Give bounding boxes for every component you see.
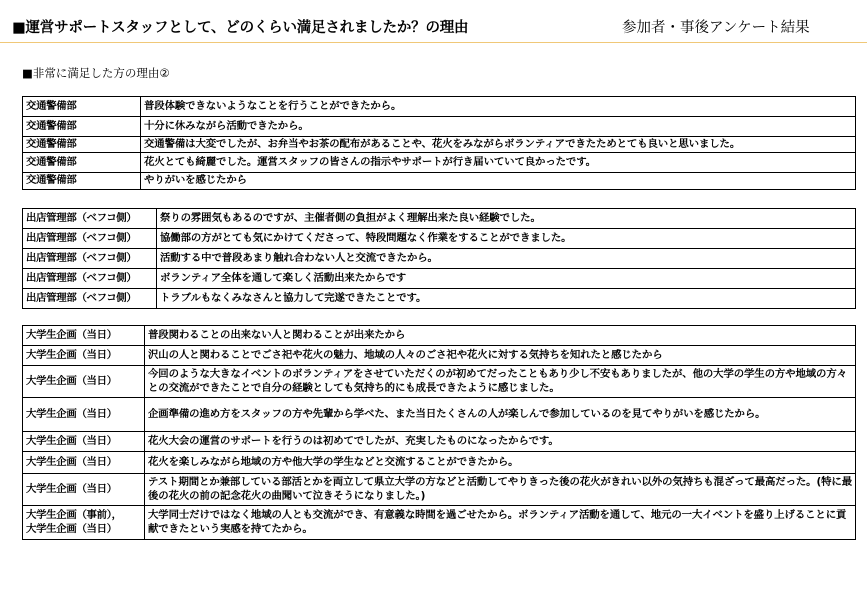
- reasons-table-traffic-security: [22, 96, 856, 190]
- department-cell: 大学生企画（当日）: [23, 366, 145, 398]
- header-divider: [0, 42, 867, 43]
- reason-cell: ボランティア全体を通して楽しく活動出来たからです: [157, 269, 856, 289]
- survey-label: 参加者・事後アンケート結果: [622, 20, 810, 36]
- table-row: [23, 117, 856, 137]
- department-cell: 交通警備部: [23, 153, 141, 173]
- reason-cell: 普段関わることの出来ない人と関わることが出来たから: [145, 326, 856, 346]
- page-header: [0, 0, 867, 44]
- table-row: [23, 452, 856, 474]
- department-cell: 大学生企画（当日）: [23, 398, 145, 432]
- table-row: [23, 269, 856, 289]
- reason-cell: 沢山の人と関わることでごさ祀や花火の魅力、地域の人々のごさ祀や花火に対する気持ちを知れたと感じたから: [145, 346, 856, 366]
- table-row: [23, 326, 856, 346]
- table-row: [23, 229, 856, 249]
- table-row: [23, 474, 856, 506]
- table-row: [23, 97, 856, 117]
- department-cell: 大学生企画（当日）: [23, 474, 145, 506]
- department-cell: 大学生企画（当日）: [23, 346, 145, 366]
- table-row: [23, 432, 856, 452]
- department-cell: 出店管理部（ベフコ側）: [23, 269, 157, 289]
- department-cell: 大学生企画（事前）， 大学生企画（当日）: [23, 506, 145, 540]
- table-row: [23, 173, 856, 189]
- table-row: [23, 506, 856, 540]
- reason-cell: 企画準備の進め方をスタッフの方や先輩から学べた、また当日たくさんの人が楽しんで参加しているのを見てやりがいを感じたから。: [145, 398, 856, 432]
- department-cell: 出店管理部（ベフコ側）: [23, 229, 157, 249]
- table-row: [23, 137, 856, 153]
- department-cell: 大学生企画（当日）: [23, 326, 145, 346]
- page-title: ■運営サポートスタッフとして、どのくらい満足されましたか？の理由: [12, 20, 469, 36]
- department-cell: 交通警備部: [23, 173, 141, 189]
- reason-cell: 活動する中で普段あまり触れ合わない人と交流できたから。: [157, 249, 856, 269]
- reason-cell: 大学同士だけではなく地域の人とも交流ができ、有意義な時間を過ごせたから。ボランティア活動を通して、地元の一大イベントを盛り上げることに貢献できたという実感を持てたから。: [145, 506, 856, 540]
- reason-cell: 協働部の方がとても気にかけてくださって、特段問題なく作業をすることができました。: [157, 229, 856, 249]
- reason-cell: 花火を楽しみながら地域の方や他大学の学生などと交流することができたから。: [145, 452, 856, 474]
- table-row: [23, 346, 856, 366]
- reason-cell: 普段体験できないようなことを行うことができたから。: [141, 97, 856, 117]
- section-subtitle: ■非常に満足した方の理由②: [22, 66, 170, 80]
- reasons-table-student-planning: [22, 325, 856, 540]
- table-row: [23, 289, 856, 309]
- reason-cell: 交通警備は大変でしたが、お弁当やお茶の配布があることや、花火をみながらボランティアできたためとても良いと思いました。: [141, 137, 856, 153]
- table-row: [23, 249, 856, 269]
- department-cell: 出店管理部（ベフコ側）: [23, 249, 157, 269]
- reason-cell: テスト期間とか兼部している部活とかを両立して県立大学の方などと活動してやりきった後の花火がきれい以外の気持ちも混ざって最高だった。(特に最後の花火の前の記念花火の曲聞いて泣きそうになりました。): [145, 474, 856, 506]
- reason-cell: 祭りの雰囲気もあるのですが、主催者側の負担がよく理解出来た良い経験でした。: [157, 209, 856, 229]
- department-cell: 出店管理部（ベフコ側）: [23, 209, 157, 229]
- reason-cell: 今回のような大きなイベントのボランティアをさせていただくのが初めてだったこともあり少し不安もありましたが、他の大学の学生の方や地域の方々との交流ができたことで自分の経験としても気持ち的にも成長できたように感じました。: [145, 366, 856, 398]
- department-cell: 大学生企画（当日）: [23, 452, 145, 474]
- reason-cell: トラブルもなくみなさんと協力して完遂できたことです。: [157, 289, 856, 309]
- table-row: [23, 209, 856, 229]
- department-cell: 交通警備部: [23, 137, 141, 153]
- reason-cell: 十分に休みながら活動できたから。: [141, 117, 856, 137]
- reason-cell: やりがいを感じたから: [141, 173, 856, 189]
- reason-cell: 花火大会の運営のサポートを行うのは初めてでしたが、充実したものになったからです。: [145, 432, 856, 452]
- department-cell: 出店管理部（ベフコ側）: [23, 289, 157, 309]
- table-row: [23, 398, 856, 432]
- department-cell: 交通警備部: [23, 97, 141, 117]
- department-cell: 大学生企画（当日）: [23, 432, 145, 452]
- table-row: [23, 153, 856, 173]
- reason-cell: 花火とても綺麗でした。運営スタッフの皆さんの指示やサポートが行き届いていて良かったです。: [141, 153, 856, 173]
- table-row: [23, 366, 856, 398]
- reasons-table-store-management: [22, 208, 856, 309]
- department-cell: 交通警備部: [23, 117, 141, 137]
